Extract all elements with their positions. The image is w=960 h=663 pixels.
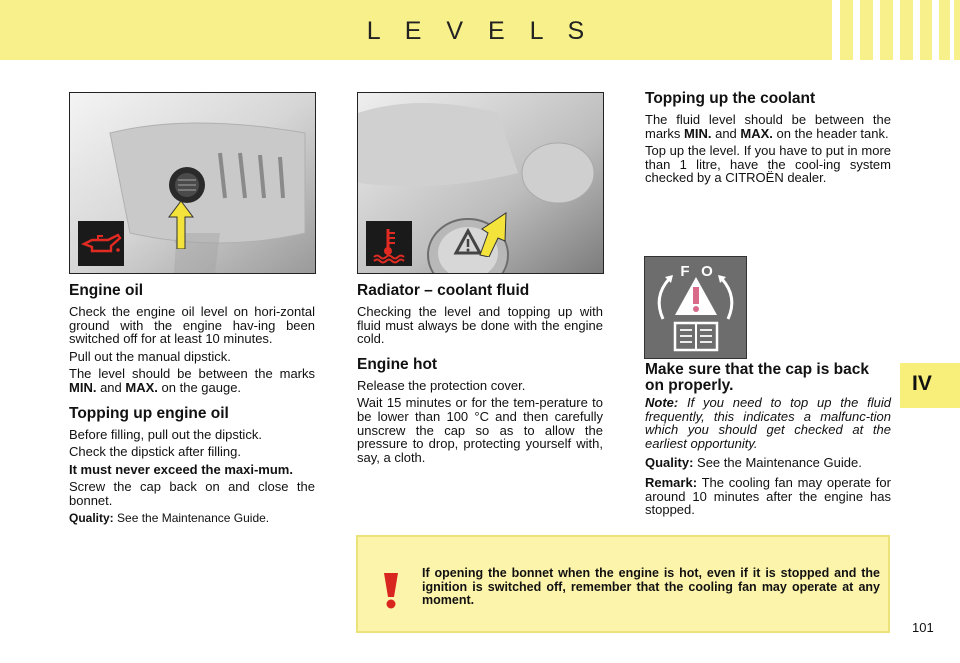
text: and bbox=[715, 125, 737, 141]
header-stripe bbox=[913, 0, 920, 60]
paragraph: Check the dipstick after filling. bbox=[69, 444, 241, 460]
paragraph: Wait 15 minutes or for the tem-perature to be lower than 100 °C and then carefully unscrew the cap so as to allow the pressure to drop, protecting yourself with, say, a cloth. bbox=[357, 395, 603, 465]
text: The fluid level should be between the marks bbox=[645, 112, 891, 141]
yellow-arrow-icon bbox=[476, 211, 518, 257]
coolant-cap-pictogram bbox=[644, 256, 747, 359]
page-header bbox=[0, 0, 960, 60]
engine-oil-section bbox=[69, 283, 315, 529]
remark-text: The cooling fan may operate for around 10 minutes after the engine has stopped. bbox=[645, 474, 891, 518]
header-stripe bbox=[932, 0, 939, 60]
min-mark: MIN. bbox=[69, 379, 97, 395]
section-title: Topping up engine oil bbox=[69, 404, 229, 422]
quality-label: Quality: bbox=[645, 455, 694, 471]
warning-box bbox=[356, 535, 890, 633]
paragraph: It must never exceed the maxi-mum. bbox=[69, 461, 293, 477]
paragraph bbox=[645, 396, 891, 450]
paragraph bbox=[645, 476, 891, 517]
note-text: If you need to top up the fluid frequently, this indicates a malfunc-tion which you should get checked at the earliest opportunity. bbox=[645, 395, 891, 451]
paragraph: Top up the level. If you have to put in more than 1 litre, have the cool-ing system checked by a CITROËN dealer. bbox=[645, 143, 891, 186]
quality-text: See the Maintenance Guide. bbox=[117, 510, 270, 525]
section-title: Engine hot bbox=[357, 355, 438, 373]
chapter-tab[interactable] bbox=[900, 363, 960, 408]
header-stripe bbox=[853, 0, 860, 60]
header-stripe bbox=[873, 0, 880, 60]
header-stripe bbox=[832, 0, 840, 60]
paragraph bbox=[69, 512, 315, 526]
header-stripe bbox=[950, 0, 954, 60]
section-title: Make sure that the cap is back on properly. bbox=[645, 361, 869, 394]
text: on the gauge. bbox=[161, 379, 242, 395]
section-title: Radiator – coolant fluid bbox=[357, 282, 530, 299]
paragraph bbox=[69, 367, 315, 394]
min-mark: MIN. bbox=[684, 125, 712, 141]
pictogram-letter-o: O bbox=[701, 263, 713, 280]
header-stripe bbox=[893, 0, 900, 60]
paragraph: Check the engine oil level on hori-zontal ground with the engine hav-ing been switched off for at least 10 minutes. bbox=[69, 304, 315, 347]
text: on the header tank. bbox=[776, 125, 889, 141]
quality-label: Quality: bbox=[69, 510, 114, 525]
paragraph: Screw the cap back on and close the bonnet. bbox=[69, 479, 315, 508]
paragraph bbox=[645, 113, 891, 140]
warning-text: If opening the bonnet when the engine is hot, even if it is stopped and the ignition is switched off, remember that the cooling fan may operate at any moment. bbox=[422, 566, 880, 607]
page-title: L E V E L S bbox=[366, 17, 594, 45]
section-title: Engine oil bbox=[69, 282, 144, 299]
max-mark: MAX. bbox=[125, 379, 158, 395]
pictogram-letter-f: F bbox=[680, 263, 690, 280]
note-label: Note: bbox=[645, 395, 679, 410]
paragraph: Release the protection cover. bbox=[357, 377, 526, 393]
page-number: 101 bbox=[912, 620, 934, 635]
coolant-temperature-icon bbox=[366, 221, 412, 266]
oil-can-icon bbox=[78, 221, 124, 266]
coolant-photo bbox=[357, 92, 604, 274]
yellow-arrow-icon bbox=[168, 201, 194, 249]
paragraph: Pull out the manual dipstick. bbox=[69, 348, 231, 364]
paragraph: Checking the level and topping up with fluid must always be done with the engine cold. bbox=[357, 304, 603, 347]
max-mark: MAX. bbox=[740, 125, 773, 141]
paragraph: Before filling, pull out the dipstick. bbox=[69, 426, 262, 442]
section-title: Topping up the coolant bbox=[645, 90, 816, 107]
text: and bbox=[100, 379, 122, 395]
text: The level should be between the marks bbox=[69, 366, 315, 382]
engine-oil-photo bbox=[69, 92, 316, 274]
chapter-label: IV bbox=[912, 372, 932, 395]
radiator-section bbox=[357, 283, 603, 468]
cap-section bbox=[645, 362, 891, 521]
paragraph bbox=[645, 456, 891, 470]
exclamation-icon bbox=[374, 571, 408, 609]
quality-text: See the Maintenance Guide. bbox=[697, 455, 862, 471]
topping-coolant-section bbox=[645, 91, 891, 189]
remark-label: Remark: bbox=[645, 474, 698, 490]
